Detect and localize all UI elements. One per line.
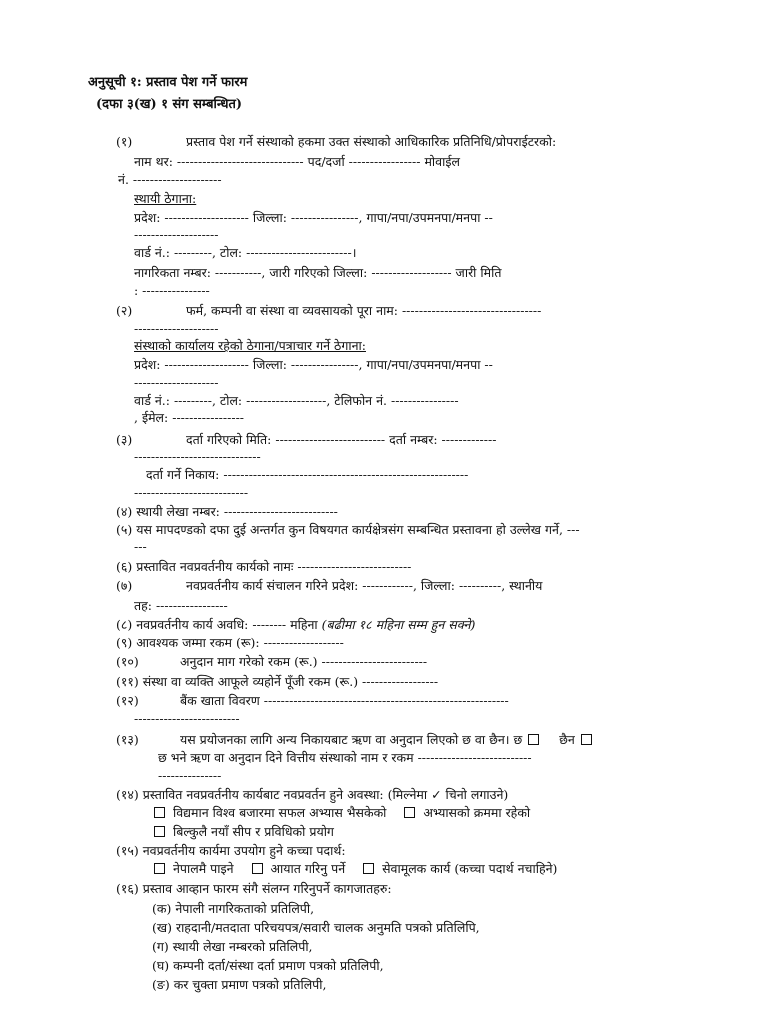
- registration-field-line: दर्ता गरिएको मिति: -------------------------- दर्ता नम्बर: -------------: [186, 432, 497, 447]
- duration-field-label: (८) नवप्रवर्तनीय कार्य अवधि: -------- महिना: [116, 617, 318, 632]
- innovation-status-row-2: [152, 823, 334, 841]
- thematic-area-field-cont: ---: [134, 539, 147, 554]
- pan-number-field-line: (४) स्थायी लेखा नम्बर: ---------------------------: [116, 504, 338, 519]
- province-field-line: प्रदेश: -------------------- जिल्ला: ----------------, गापा/नपा/उपमनपा/मनपा --: [134, 210, 493, 225]
- yes-checkbox[interactable]: [528, 734, 539, 745]
- section-7-number: (७): [116, 578, 133, 593]
- option-label: बिल्कुलै नयाँ सीप र प्रविधिको प्रयोग: [172, 824, 334, 839]
- option-checkbox[interactable]: [154, 826, 165, 837]
- innovation-status-heading: (१४) प्रस्तावित नवप्रवर्तनीय कार्यबाट नवप्रवर्तन हुने अवस्था: (मिल्नेमा ✓ चिनो लगाउने): [116, 787, 509, 802]
- section-1-number: (१): [116, 134, 133, 149]
- email-field-line: , ईमेल: -----------------: [134, 410, 245, 425]
- section-13-number: (१३): [116, 732, 139, 747]
- raw-material-heading: (१५) नवप्रवर्तनीय कार्यमा उपयोग हुने कच्चा पदार्थ:: [116, 843, 346, 858]
- local-level-field-line: तह: -----------------: [134, 598, 228, 613]
- total-amount-field-line: (९) आवश्यक जम्मा रकम (रू): -------------------: [116, 635, 344, 650]
- section-10-number: (१०): [116, 654, 139, 669]
- option-checkbox[interactable]: [154, 863, 165, 874]
- page-title: अनुसूची १: प्रस्ताव पेश गर्ने फारम: [88, 75, 248, 90]
- attachment-item: (ग) स्थायी लेखा नम्बरको प्रतिलिपी,: [152, 939, 313, 954]
- option-checkbox[interactable]: [404, 807, 415, 818]
- thematic-area-field-line: (५) यस मापदण्डको दफा दुई अन्तर्गत कुन विषयगत कार्यक्षेत्रसंग सम्बन्धित प्रस्तावना हो उल्लेख गर्ने, ---: [116, 522, 580, 537]
- province-field-cont: --------------------: [134, 227, 219, 242]
- option-label: सेवामूलक कार्य (कच्चा पदार्थ नचाहिने): [382, 861, 558, 876]
- option-label: विद्यमान विश्व बजारमा सफल अभ्यास भैसकेको: [172, 805, 387, 820]
- other-funding-label: यस प्रयोजनका लागि अन्य निकायबाट ऋण वा अनुदान लिएको छ वा छैन। छ: [180, 732, 523, 747]
- option-label: नेपालमै पाइने: [172, 861, 234, 876]
- attachment-item: (क) नेपाली नागरिकताको प्रतिलिपी,: [152, 901, 315, 916]
- attachments-heading: (१६) प्रस्ताव आव्हान फारम संगै संलग्न गरिनुपर्ने कागजातहरु:: [116, 881, 392, 896]
- firm-name-field-line: फर्म, कम्पनी वा संस्था वा व्यवसायको पूरा नाम: ---------------------------------: [186, 303, 542, 318]
- firm-name-field-cont: --------------------: [134, 321, 219, 336]
- mobile-field-line: नं. ---------------------: [118, 172, 222, 187]
- ward-field-line: वार्ड नं.: ---------, टोल: -------------------------।: [134, 245, 357, 260]
- citizenship-field-cont: : ----------------: [134, 283, 210, 298]
- citizenship-field-line: नागरिकता नम्बर: -----------, जारी गरिएको जिल्ला: ------------------- जारी मिति: [134, 265, 502, 280]
- page-subtitle: (दफा ३(ख) १ संग सम्बन्धित): [96, 97, 243, 112]
- implementation-location-field-line: नवप्रवर्तनीय कार्य संचालन गरिने प्रदेश: ------------, जिल्ला: ----------, स्थानीय: [186, 578, 543, 593]
- other-funding-question: [180, 731, 596, 749]
- duration-note: (बढीमा १८ महिना सम्म हुन सक्ने): [321, 617, 476, 632]
- office-province-field-cont: --------------------: [134, 375, 219, 390]
- lender-field-line: छ भने ऋण वा अनुदान दिने वित्तीय संस्थाको नाम र रकम ---------------------------: [158, 750, 532, 765]
- section-12-number: (१२): [116, 693, 139, 708]
- bank-details-field-cont: -------------------------: [134, 711, 240, 726]
- option-label: आयात गरिनु पर्ने: [270, 861, 346, 876]
- name-field-line: नाम थर: ------------------------------ पद/दर्जा ----------------- मोवाईल: [134, 154, 460, 169]
- office-address-heading: संस्थाको कार्यालय रहेको ठेगाना/पत्राचार गर्ने ठेगाना:: [134, 338, 366, 353]
- registration-field-cont: ------------------------------: [134, 449, 261, 464]
- option-checkbox[interactable]: [154, 807, 165, 818]
- duration-field-line: [116, 616, 475, 634]
- no-label: छैन: [559, 732, 575, 747]
- option-checkbox[interactable]: [363, 863, 374, 874]
- section-1-intro: प्रस्ताव पेश गर्ने संस्थाको हकमा उक्त संस्थाको आधिकारिक प्रतिनिधि/प्रोपराईटरको:: [186, 134, 557, 149]
- registering-office-field-cont: ---------------------------: [134, 485, 249, 500]
- bank-details-field-line: बैंक खाता विवरण ----------------------------------------------------------: [180, 693, 509, 708]
- registering-office-field-line: दर्ता गर्ने निकाय: ----------------------------------------------------------: [146, 467, 469, 482]
- attachment-item: (घ) कम्पनी दर्ता/संस्था दर्ता प्रमाण पत्रको प्रतिलिपी,: [152, 958, 384, 973]
- grant-amount-field-line: अनुदान माग गरेको रकम (रू.) -------------------------: [180, 654, 428, 669]
- section-2-number: (२): [116, 303, 133, 318]
- option-label: अभ्यासको क्रममा रहेको: [423, 805, 531, 820]
- innovation-status-row-1: [152, 804, 530, 822]
- attachment-item: (ङ) कर चुक्ता प्रमाण पत्रको प्रतिलिपी,: [152, 977, 327, 992]
- section-3-number: (३): [116, 432, 133, 447]
- office-ward-field-line: वार्ड नं.: ---------, टोल: -------------------, टेलिफोन नं. ----------------: [134, 393, 459, 408]
- office-province-field-line: प्रदेश: -------------------- जिल्ला: ----------------, गापा/नपा/उपमनपा/मनपा --: [134, 357, 493, 372]
- raw-material-options: [152, 860, 557, 878]
- option-checkbox[interactable]: [252, 863, 263, 874]
- innovation-name-field-line: (६) प्रस्तावित नवप्रवर्तनीय कार्यको नामः ---------------------------: [116, 559, 412, 574]
- attachment-item: (ख) राहदानी/मतदाता परिचयपत्र/सवारी चालक अनुमति पत्रको प्रतिलिपि,: [152, 920, 480, 935]
- no-checkbox[interactable]: [581, 734, 592, 745]
- permanent-address-heading: स्थायी ठेगाना:: [134, 191, 197, 206]
- own-capital-field-line: (११) संस्था वा व्यक्ति आफूले व्यहोर्ने पूँजी रकम (रू.) ------------------: [116, 674, 439, 689]
- lender-field-cont: ---------------: [158, 768, 222, 783]
